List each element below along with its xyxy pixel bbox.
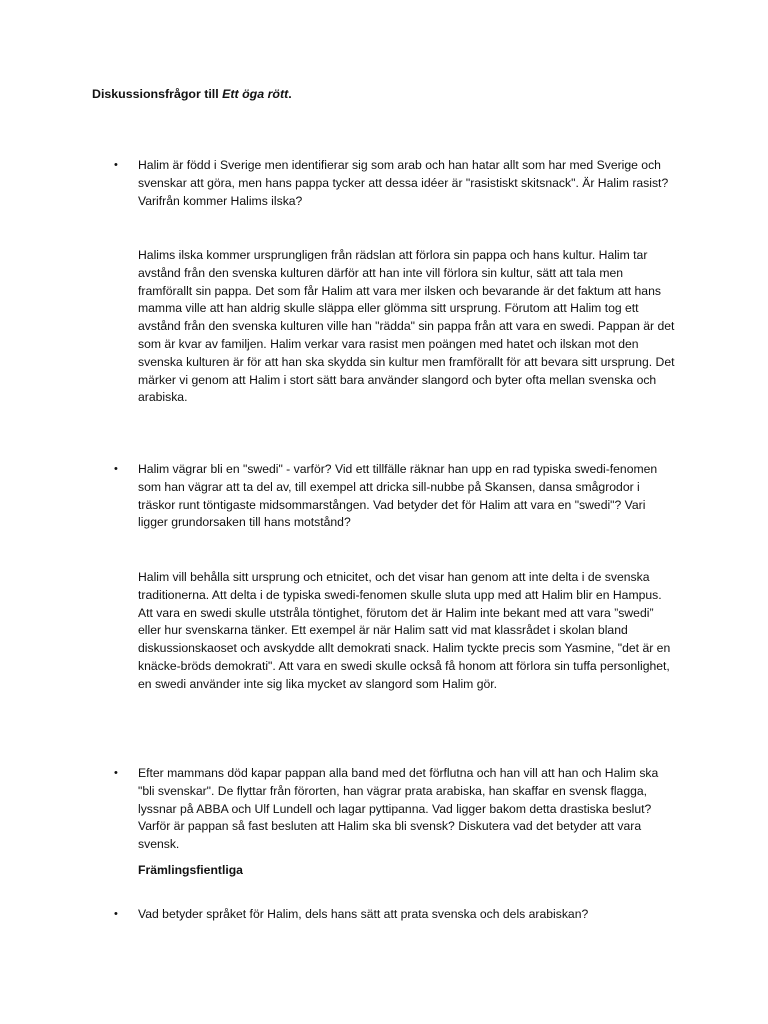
bullet-icon: • — [114, 159, 118, 171]
title-suffix: . — [288, 87, 292, 101]
section-subheading: Främlingsfientliga — [138, 863, 243, 877]
answer-2 — [138, 569, 678, 694]
question-text: Efter mammans död kapar pappan alla band med det förflutna och han vill att han och Halim ska "bli svenskar". De flyttar från förorten, han vägrar prata arabiska, han skaffar en svensk flagga, lyssnar på ABBA och Ulf Lundell och lagar pyttipanna. Vad ligger bakom detta drastiska beslut? Varför är pappan så fast besluten att Halim ska bli svensk? Diskutera vad det betyder att vara svensk. — [138, 766, 659, 852]
answer-text: Halims ilska kommer ursprungligen från rädslan att förlora sin pappa och hans kultur. Halim tar avstånd från den svenska kulturen därför att han inte vill förlora sin kultur, sätt att tala men framförallt sin pappa. Det som får Halim att vara mer ilsken och bevarande är det faktum att hans mamma ville att han aldrig skulle släppa eller glömma sitt ursprung. Förutom att Halim tog ett avstånd från den svenska kulturen ville han "rädda" sin pappa från att vara en swedi. Pappan är det som är kvar av familjen. Halim verkar vara rasist men poängen med hatet och ilskan mot den svenska kulturen är för att han ska skydda sin kultur men framförallt för att bevara sitt ursprung. Det märker vi genom att Halim i stort sätt bara använder slangord och byter ofta mellan svenska och arabiska. — [138, 248, 675, 405]
question-text: Halim är född i Sverige men identifierar sig som arab och han hatar allt som har med Sverige och svenskar att göra, men hans pappa tycker att dessa idéer är "rasistiskt skitsnack". Är Halim rasist? Varifrån kommer Halims ilska? — [138, 158, 669, 208]
question-2 — [138, 461, 678, 532]
question-4 — [138, 906, 678, 924]
question-3 — [138, 765, 678, 854]
bullet-icon: • — [114, 908, 118, 920]
answer-1 — [138, 247, 678, 407]
document-title — [92, 86, 292, 104]
question-text: Halim vägrar bli en "swedi" - varför? Vid ett tillfälle räknar han upp en rad typiska swedi-fenomen som han vägrar att ta del av, till exempel att dricka sill-nubbe på Skansen, dansa smågrodor i träskor runt töntigaste midsommarstången. Vad betyder det för Halim att vara en "swedi"? Vari ligger grundorsaken till hans motstånd? — [138, 462, 658, 530]
question-1 — [138, 157, 678, 210]
question-text: Vad betyder språket för Halim, dels hans sätt att prata svenska och dels arabiskan? — [138, 907, 589, 921]
book-title: Ett öga rött — [222, 87, 289, 101]
answer-text: Halim vill behålla sitt ursprung och etnicitet, och det visar han genom att inte delta i de svenska traditionerna. Att delta i de typiska swedi-fenomen skulle sluta upp med att Halim blir en Hampus. Att vara en swedi skulle utstråla töntighet, förutom det är Halim inte bekant med att vara ”swedi” eller hur svenskarna tänker. Ett exempel är när Halim satt vid mat klassrådet i skolan bland diskussionskaoset och avskydde allt demokrati snack. Halim tyckte precis som Yasmine, "det är en knäcke-bröds demokrati". Att vara en swedi skulle också få honom att förlora sin tuffa personlighet, en swedi använder inte sig lika mycket av slangord som Halim gör. — [138, 570, 671, 691]
bullet-icon: • — [114, 463, 118, 475]
title-prefix: Diskussionsfrågor till — [92, 87, 223, 101]
bullet-icon: • — [114, 767, 118, 779]
